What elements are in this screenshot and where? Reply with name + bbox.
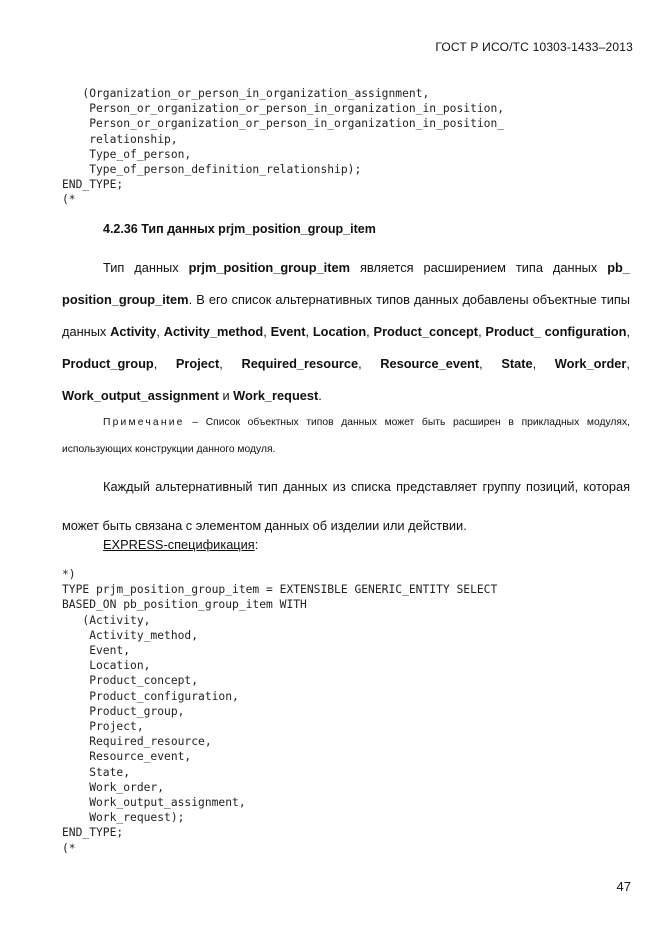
page-header-standard-id: ГОСТ Р ИСО/ТС 10303-1433–2013 bbox=[435, 40, 633, 54]
text-run: , bbox=[532, 356, 555, 371]
bold-term: Work_order bbox=[554, 356, 627, 371]
bold-term: Project bbox=[175, 356, 220, 371]
page-number: 47 bbox=[616, 879, 631, 894]
bold-term: Event bbox=[270, 324, 306, 339]
text-run: , bbox=[626, 324, 630, 339]
text-run: , bbox=[263, 324, 271, 339]
text-run: , bbox=[479, 356, 502, 371]
bold-term: Resource_event bbox=[380, 356, 480, 371]
paragraph-type-description bbox=[62, 252, 630, 412]
note-label: Примечание bbox=[103, 417, 185, 428]
express-specification-label bbox=[103, 537, 258, 552]
text-run: , bbox=[156, 324, 164, 339]
bold-term: Product_group bbox=[62, 356, 154, 371]
text-run: . bbox=[318, 388, 322, 403]
text-run: , bbox=[366, 324, 374, 339]
bold-term: Work_output_assignment bbox=[62, 388, 219, 403]
bold-term: prjm_position_group_item bbox=[188, 260, 350, 275]
text-run: , bbox=[153, 356, 176, 371]
bold-term: Activity_method bbox=[163, 324, 264, 339]
bold-term: Activity bbox=[110, 324, 157, 339]
bold-term: Work_request bbox=[233, 388, 319, 403]
text-run: , bbox=[358, 356, 381, 371]
bold-term: Product_concept bbox=[373, 324, 479, 339]
paragraph-alternative-types: Каждый альтернативный тип данных из списка представляет группу позиций, которая может быть связана с элементом данных об изделии или действии. bbox=[62, 479, 630, 533]
text-run: и bbox=[218, 388, 234, 403]
text-run: Тип данных bbox=[103, 260, 189, 275]
section-heading: 4.2.36 Тип данных prjm_position_group_item bbox=[103, 222, 376, 236]
express-specification-colon: : bbox=[254, 537, 259, 552]
express-specification-link[interactable]: EXPRESS-спецификация bbox=[103, 537, 255, 552]
bold-term: State bbox=[501, 356, 533, 371]
express-code-block-top: (Organization_or_person_in_organization_assignment, Person_or_organization_or_person_in_organization_in_position, Person_or_organization_or_person_in_organization_in_position_ relationship, Type_of_person, Type_of_person_definition_relationship); END_TYPE; (* bbox=[62, 87, 505, 207]
text-run: , bbox=[478, 324, 486, 339]
express-code-block-bottom: *) TYPE prjm_position_group_item = EXTENSIBLE GENERIC_ENTITY SELECT BASED_ON pb_position_group_item WITH (Activity, Activity_method, Event, Location, Product_concept, Product_configuration, Product_group, Project, Required_resource, Resource_event, State, Work_order, Work_output_assignment, Work_request); END_TYPE; (* bbox=[62, 568, 498, 855]
text-run: является расширением типа данных bbox=[350, 260, 608, 275]
text-run: , bbox=[626, 356, 630, 371]
text-run: . В его список альтернативных типов данных добавлены объектные типы данных bbox=[62, 292, 630, 339]
bold-term: Required_resource bbox=[241, 356, 359, 371]
note-dash: – bbox=[184, 417, 206, 428]
text-run: , bbox=[305, 324, 313, 339]
note-text: Список объектных типов данных может быть расширен в прикладных модулях, использующих конструкции данного модуля. bbox=[62, 417, 631, 455]
bold-term: Product_ configuration bbox=[485, 324, 627, 339]
text-run: , bbox=[219, 356, 242, 371]
note-paragraph bbox=[62, 409, 630, 463]
bold-term: Location bbox=[312, 324, 367, 339]
bold-term: pb_ position_group_item bbox=[62, 260, 630, 307]
